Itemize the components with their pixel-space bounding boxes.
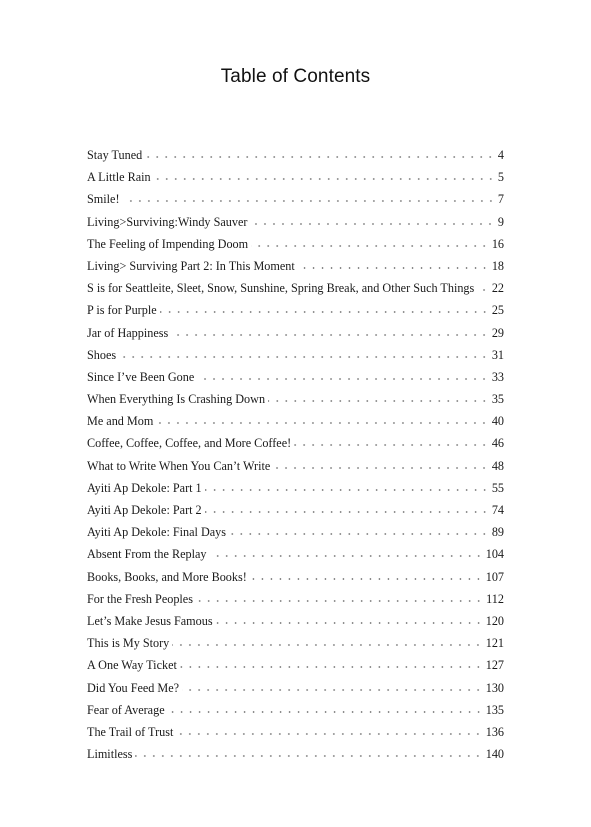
dot-leader (268, 390, 489, 404)
dot-leader (168, 701, 483, 715)
dot-leader (205, 501, 489, 515)
toc-entry-page-number: 16 (491, 236, 504, 251)
toc-entry-page-number: 121 (485, 636, 504, 651)
toc-entry-title: Limitless (87, 747, 133, 762)
dot-leader (273, 457, 489, 471)
toc-entry-page-number: 25 (491, 303, 504, 318)
toc-entry-page-number: 7 (497, 192, 504, 207)
toc-entry-title: Smile! (87, 192, 120, 207)
toc-entry-page-number: 135 (485, 702, 504, 717)
toc-entry-page-number: 46 (491, 436, 504, 451)
toc-entry-title: Living>Surviving:Windy Sauver (87, 214, 248, 229)
toc-entry (87, 722, 504, 744)
toc-entry-title: Books, Books, and More Books! (87, 569, 247, 584)
toc-entry-page-number: 5 (497, 170, 504, 185)
toc-entry-title: This is My Story (87, 636, 170, 651)
dot-leader (250, 568, 483, 582)
toc-entry-title: Ayiti Ap Dekole: Part 1 (87, 480, 202, 495)
dot-leader (294, 434, 489, 448)
dot-leader (123, 190, 495, 204)
toc-entry-page-number: 107 (485, 569, 504, 584)
dot-leader (210, 545, 483, 559)
toc-entry (87, 700, 504, 722)
dot-leader (477, 279, 489, 293)
dot-leader (160, 301, 489, 315)
toc-entry (87, 189, 504, 211)
toc-entry (87, 234, 504, 256)
toc-entry (87, 589, 504, 611)
toc-entry (87, 345, 504, 367)
toc-entry-title: Absent From the Replay (87, 547, 207, 562)
page-title: Table of Contents (220, 66, 371, 87)
dot-leader (135, 745, 482, 759)
toc-entry-page-number: 18 (491, 258, 504, 273)
toc-entry-page-number: 127 (485, 658, 504, 673)
table-of-contents-list (87, 145, 504, 766)
toc-entry-title: Coffee, Coffee, Coffee, and More Coffee! (87, 436, 292, 451)
dot-leader (182, 679, 483, 693)
toc-entry-title: P is for Purple (87, 303, 157, 318)
dot-leader (180, 656, 483, 670)
toc-entry-page-number: 89 (491, 525, 504, 540)
toc-entry-title: Living> Surviving Part 2: In This Moment (87, 258, 295, 273)
dot-leader (176, 723, 482, 737)
toc-entry-page-number: 140 (485, 747, 504, 762)
toc-entry-page-number: 33 (491, 369, 504, 384)
toc-entry-title: Stay Tuned (87, 148, 143, 162)
toc-entry (87, 678, 504, 700)
dot-leader (250, 213, 494, 227)
toc-entry (87, 456, 504, 478)
dot-leader (298, 257, 489, 271)
toc-entry-title: Did You Feed Me? (87, 680, 180, 695)
toc-entry-title: Fear of Average (87, 702, 165, 717)
dot-leader (172, 634, 482, 648)
dot-leader (251, 235, 489, 249)
toc-entry (87, 744, 504, 766)
toc-entry (87, 145, 504, 167)
toc-entry-page-number: 130 (485, 680, 504, 695)
toc-entry-page-number: 120 (485, 613, 504, 628)
dot-leader (145, 146, 495, 160)
toc-entry-page-number: 112 (486, 591, 504, 606)
dot-leader (197, 368, 489, 382)
dot-leader (154, 168, 495, 182)
toc-entry (87, 655, 504, 677)
toc-entry-title: Jar of Happiness (87, 325, 169, 340)
toc-entry-page-number: 74 (491, 503, 504, 517)
toc-entry-title: Me and Mom (87, 414, 154, 429)
toc-entry-page-number: 55 (491, 480, 504, 495)
dot-leader (171, 324, 489, 338)
toc-entry (87, 611, 504, 633)
toc-entry (87, 278, 504, 300)
toc-entry-page-number: 31 (491, 347, 504, 362)
toc-entry-page-number: 22 (491, 281, 504, 296)
toc-entry-page-number: 48 (491, 458, 504, 473)
toc-entry (87, 544, 504, 566)
toc-entry (87, 478, 504, 500)
toc-entry-title: Ayiti Ap Dekole: Part 2 (87, 503, 202, 517)
toc-entry (87, 567, 504, 589)
toc-entry-title: Ayiti Ap Dekole: Final Days (87, 525, 227, 540)
dot-leader (205, 479, 489, 493)
dot-leader (229, 523, 489, 537)
toc-entry (87, 633, 504, 655)
toc-entry (87, 212, 504, 234)
dot-leader (216, 612, 483, 626)
toc-entry-page-number: 9 (497, 214, 504, 229)
dot-leader (196, 590, 483, 604)
toc-entry (87, 367, 504, 389)
dot-leader (119, 346, 489, 360)
toc-entry-title: Since I’ve Been Gone (87, 369, 195, 384)
toc-entry (87, 411, 504, 433)
toc-entry-page-number: 40 (491, 414, 504, 429)
toc-entry-page-number: 136 (485, 724, 504, 739)
toc-entry-title: A Little Rain (87, 170, 151, 185)
toc-entry (87, 323, 504, 345)
toc-entry (87, 167, 504, 189)
toc-entry-title: When Everything Is Crashing Down (87, 392, 266, 407)
toc-entry-title: A One Way Ticket (87, 658, 177, 673)
toc-entry-title: S is for Seattleite, Sleet, Snow, Sunshine, Spring Break, and Other Such Things (87, 281, 475, 296)
toc-entry-title: What to Write When You Can’t Write (87, 458, 271, 473)
toc-entry-page-number: 4 (497, 148, 504, 162)
toc-entry (87, 300, 504, 322)
toc-entry-title: For the Fresh Peoples (87, 591, 193, 606)
toc-entry-title: The Feeling of Impending Doom (87, 236, 249, 251)
dot-leader (156, 412, 488, 426)
toc-entry (87, 433, 504, 455)
toc-entry (87, 500, 504, 522)
toc-entry-title: Let’s Make Jesus Famous (87, 613, 213, 628)
toc-entry-page-number: 29 (491, 325, 504, 340)
toc-entry (87, 256, 504, 278)
toc-entry (87, 522, 504, 544)
toc-entry-page-number: 104 (485, 547, 504, 562)
toc-entry-title: Shoes (87, 347, 117, 362)
toc-entry (87, 389, 504, 411)
toc-entry-page-number: 35 (491, 392, 504, 407)
toc-entry-title: The Trail of Trust (87, 724, 174, 739)
